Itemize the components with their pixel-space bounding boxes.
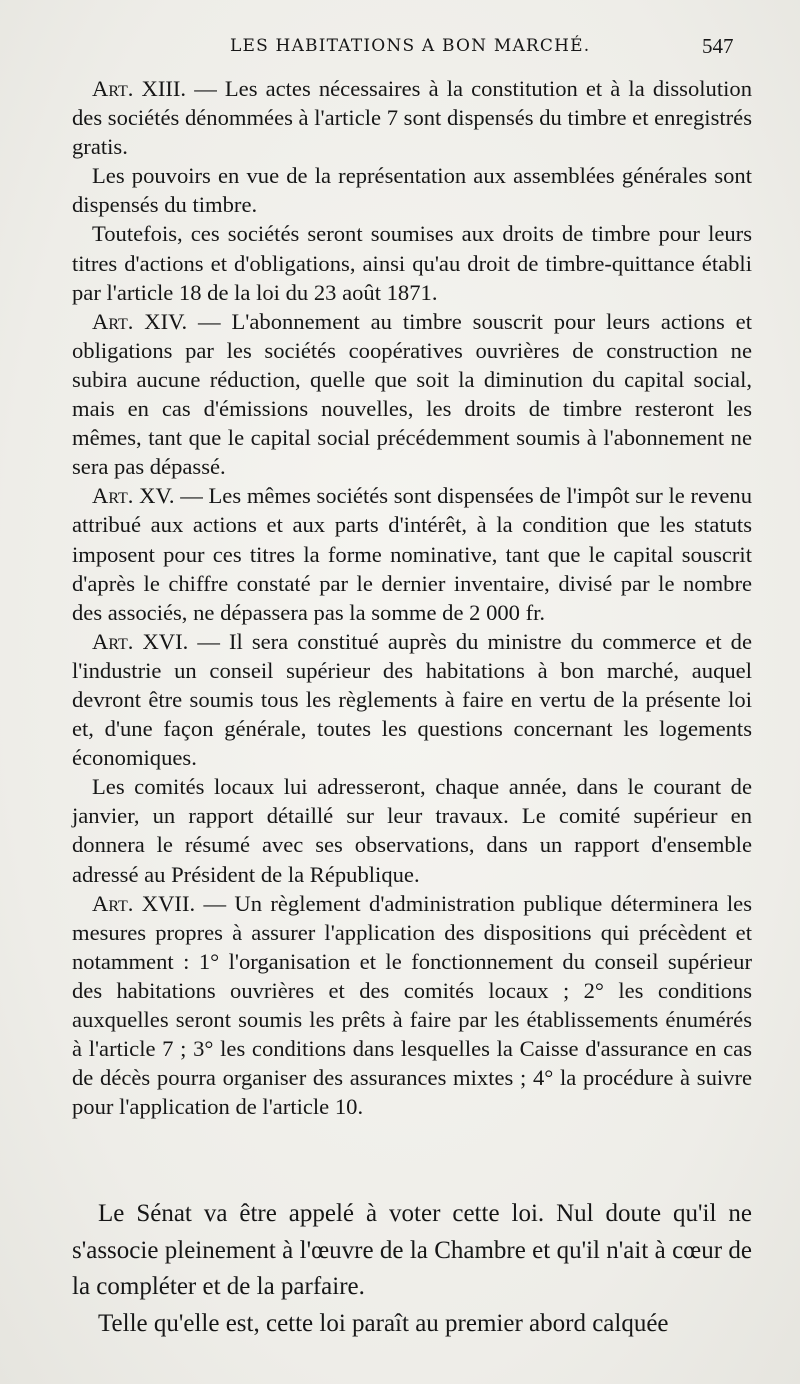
article-label: Art. XIII. — [92, 76, 187, 101]
paragraph-text: — Il sera constitué auprès du ministre du commerce et de l'industrie un conseil supérieur des habitations à bon marché, auquel devront être soumis tous les règlements à faire en vertu de la présente loi et, d'une façon générale, toutes les questions concernant les logements économiques. — [72, 628, 752, 771]
paragraph-text: Les pouvoirs en vue de la représentation aux assemblées générales sont dispensés du timbre. — [72, 163, 752, 218]
paragraph-art-xiii — [72, 74, 752, 161]
paragraph-text: — L'abonnement au timbre souscrit pour leurs actions et obligations par les sociétés coopératives ouvrières de construction ne subira aucune réduction, quelle que soit la diminution du capital social, mais en cas d'émissions nouvelles, les droits de timbre resteront les mêmes, tant que le capital social précédemment soumis à l'abonnement ne sera pas dépassé. — [72, 308, 752, 480]
commentary-text — [72, 1196, 752, 1342]
running-title: LES HABITATIONS A BON MARCHÉ. — [230, 36, 591, 56]
paragraph-art-xv — [72, 481, 752, 626]
paragraph-art-xiii-2 — [72, 161, 752, 219]
commentary-paragraph: Telle qu'elle est, cette loi paraît au premier abord calquée — [98, 1309, 669, 1337]
paragraph-text: Les comités locaux lui adresseront, chaque année, dans le courant de janvier, un rapport détaillé sur leur travaux. Le comité supérieur en donnera le résumé avec ses observations, dans un rapport d'ensemble adressé au Président de la République. — [72, 774, 752, 887]
paragraph-text: Toutefois, ces sociétés seront soumises aux droits de timbre pour leurs titres d'actions et d'obligations, ainsi qu'au droit de timbre-quittance établi par l'article 18 de la loi du 23 août 1871. — [72, 221, 752, 305]
paragraph-art-xvi-2 — [72, 772, 752, 888]
paragraph-text: — Les mêmes sociétés sont dispensées de l'impôt sur le revenu attribué aux actions et aux parts d'intérêt, à la condition que les statuts imposent pour ces titres la forme nominative, tant que le capital souscrit d'après le chiffre constaté par le dernier inventaire, divisé par le nombre des associés, ne dépassera pas la somme de 2 000 fr. — [72, 483, 752, 625]
paragraph-art-xiii-3 — [72, 219, 752, 306]
article-label: Art. XIV. — [92, 308, 188, 334]
paragraph-text: — Un règlement d'administration publique déterminera les mesures propres à assurer l'application des dispositions qui précèdent et notamment : 1° l'organisation et le fonctionnement du conseil supérieur des habitations ouvrières et des comités locaux ; 2° les conditions auxquelles seront soumis les prêts à faire par les établissements énumérés à l'article 7 ; 3° les conditions dans lesquelles la Caisse d'assurance en cas de décès pourra organiser des assurances mixtes ; 4° la procédure à suivre pour l'application de l'article 10. — [72, 890, 752, 1120]
commentary-paragraph: Le Sénat va être appelé à voter cette loi. Nul doute qu'il ne s'associe pleinement à l'œuvre de la Chambre et qu'il n'ait à cœur de la compléter et de la parfaire. — [72, 1200, 752, 1300]
article-label: Art. XVI. — [92, 628, 189, 654]
article-label: Art. XVII. — [92, 890, 196, 916]
paragraph-art-xvi — [72, 627, 752, 772]
article-label: Art. XV. — [92, 483, 175, 509]
page-number: 547 — [702, 34, 734, 58]
law-articles — [72, 74, 752, 1121]
paragraph-text: — Les actes nécessaires à la constitution et à la dissolution des sociétés dénommées à l'article 7 sont dispensés du timbre et enregistrés gratis. — [72, 76, 752, 160]
paragraph-art-xiv — [72, 307, 752, 482]
paragraph-art-xvii — [72, 889, 752, 1122]
